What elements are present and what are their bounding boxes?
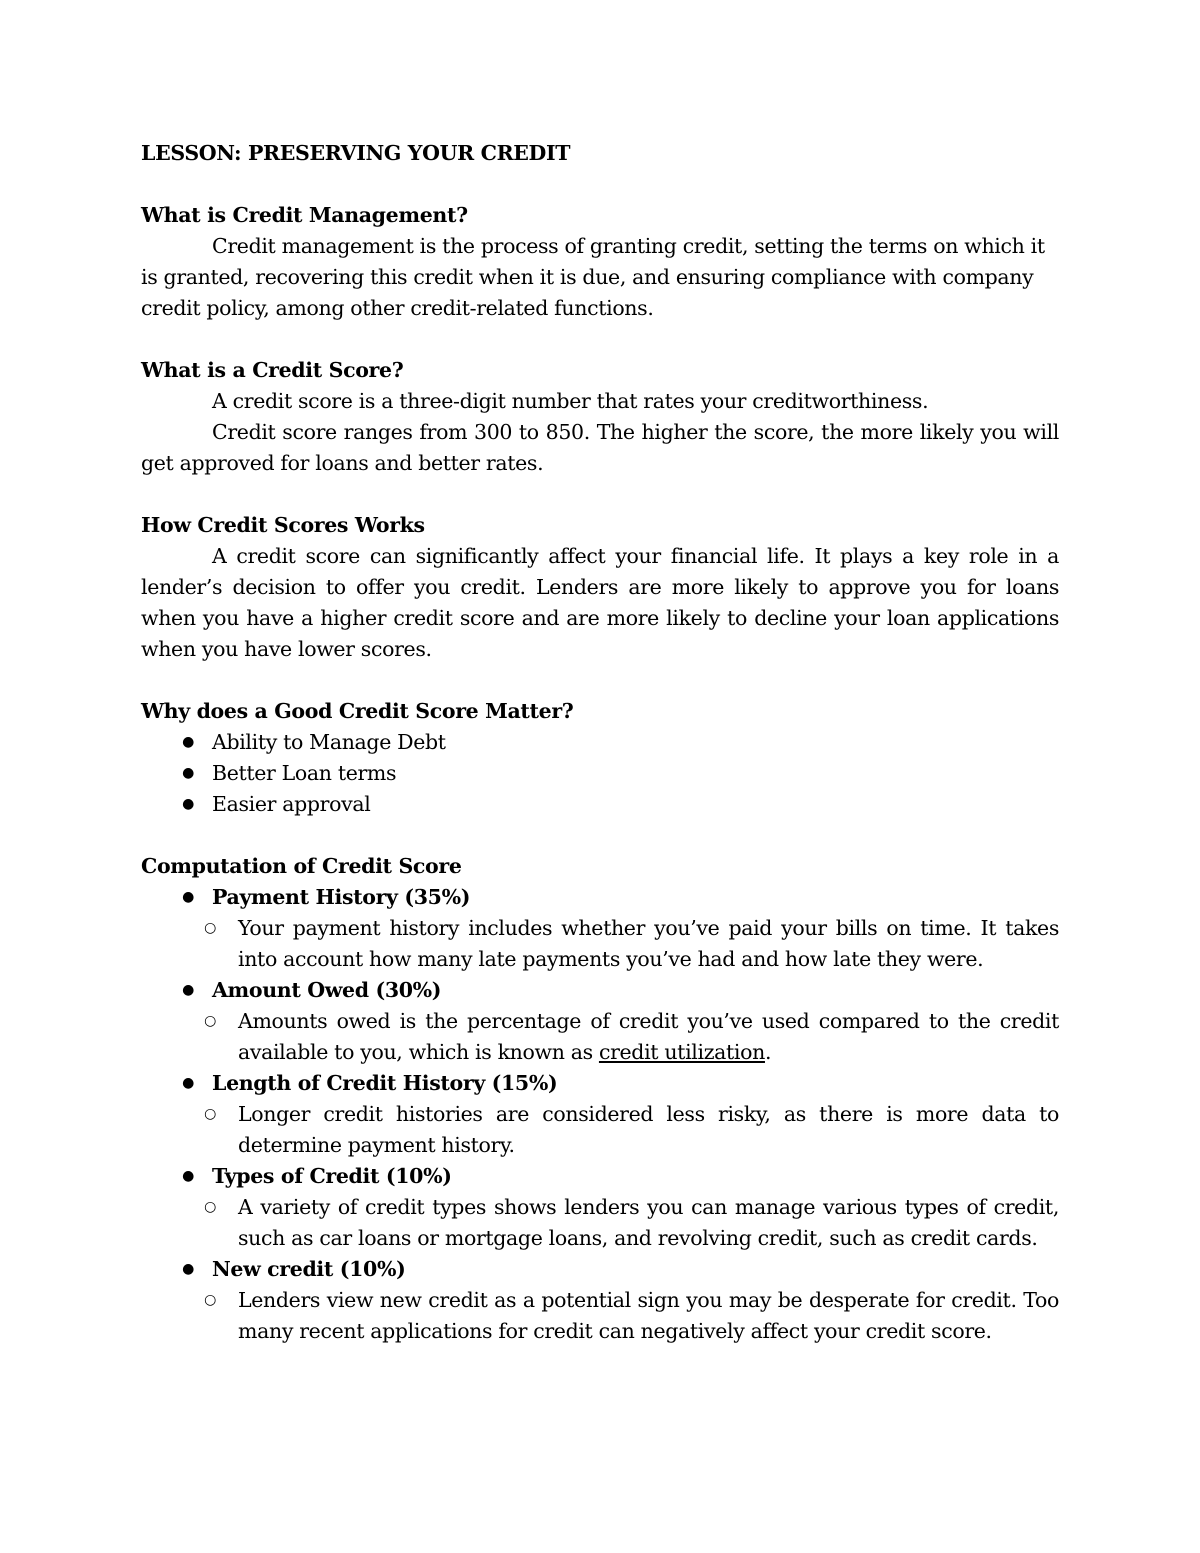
factor-detail: ○ Amounts owed is the percentage of credit you’ve used compared to the credit available to you, which is known as credit utilization. (238, 1006, 1059, 1068)
circle-bullet-icon: ○ (204, 1199, 216, 1215)
list-item: ● Ability to Manage Debt (141, 727, 1059, 758)
circle-bullet-icon: ○ (204, 1106, 216, 1122)
bullet-icon: ● (182, 765, 194, 781)
list-item: ● Easier approval (141, 789, 1059, 820)
section-heading-credit-score: What is a Credit Score? (141, 358, 404, 382)
bullet-icon: ● (182, 1261, 194, 1277)
factor-detail: ○ Lenders view new credit as a potential sign you may be desperate for credit. Too many recent applications for credit can negatively affect your credit score. (238, 1285, 1059, 1347)
credit-management-paragraph: Credit management is the process of granting credit, setting the terms on which it is granted, recovering this credit when it is due, and ensuring compliance with company credit policy, among other credit-related functions. (141, 234, 1045, 320)
bullet-icon: ● (182, 734, 194, 750)
credit-score-paragraph-2: Credit score ranges from 300 to 850. The higher the score, the more likely you will get approved for loans and better rates. (141, 420, 1059, 475)
factor-label: Length of Credit History (15%) (212, 1071, 558, 1095)
factor-detail: ○ Longer credit histories are considered less risky, as there is more data to determine payment history. (238, 1099, 1059, 1161)
why-matter-list (141, 727, 1059, 820)
how-credit-scores-work-paragraph: A credit score can significantly affect your financial life. It plays a key role in a lender’s decision to offer you credit. Lenders are more likely to approve you for loans when you have a higher credit score and are more likely to decline your loan applications when you have lower scores. (141, 544, 1059, 661)
bullet-icon: ● (182, 889, 194, 905)
bullet-icon: ● (182, 796, 194, 812)
circle-bullet-icon: ○ (204, 920, 216, 936)
credit-score-paragraph-1: A credit score is a three-digit number that rates your creditworthiness. (212, 389, 929, 413)
factor-item-new-credit (141, 1254, 1059, 1285)
section-heading-why-good-score-matters: Why does a Good Credit Score Matter? (141, 699, 574, 723)
factor-detail: ○ A variety of credit types shows lenders you can manage various types of credit, such as car loans or mortgage loans, and revolving credit, such as credit cards. (238, 1192, 1059, 1254)
circle-bullet-icon: ○ (204, 1292, 216, 1308)
section-heading-credit-management: What is Credit Management? (141, 203, 468, 227)
factor-label: Amount Owed (30%) (212, 978, 442, 1002)
factor-label: New credit (10%) (212, 1257, 406, 1281)
computation-factor-list (141, 882, 1059, 913)
section-heading-how-credit-scores-work: How Credit Scores Works (141, 513, 425, 537)
factor-item-payment-history (141, 882, 1059, 913)
factor-label: Types of Credit (10%) (212, 1164, 452, 1188)
credit-utilization-link[interactable]: credit utilization (598, 1040, 765, 1064)
factor-detail: ○ Your payment history includes whether you’ve paid your bills on time. It takes into account how many late payments you’ve had and how late they were. (238, 913, 1059, 975)
list-item: ● Better Loan terms (141, 758, 1059, 789)
factor-item-length-of-history (141, 1068, 1059, 1099)
document-page (141, 138, 1059, 1347)
factor-item-types-of-credit (141, 1161, 1059, 1192)
factor-label: Payment History (35%) (212, 885, 471, 909)
bullet-icon: ● (182, 982, 194, 998)
bullet-icon: ● (182, 1168, 194, 1184)
section-heading-computation: Computation of Credit Score (141, 854, 462, 878)
circle-bullet-icon: ○ (204, 1013, 216, 1029)
bullet-icon: ● (182, 1075, 194, 1091)
factor-item-amount-owed (141, 975, 1059, 1006)
document-title: LESSON: PRESERVING YOUR CREDIT (141, 141, 571, 165)
